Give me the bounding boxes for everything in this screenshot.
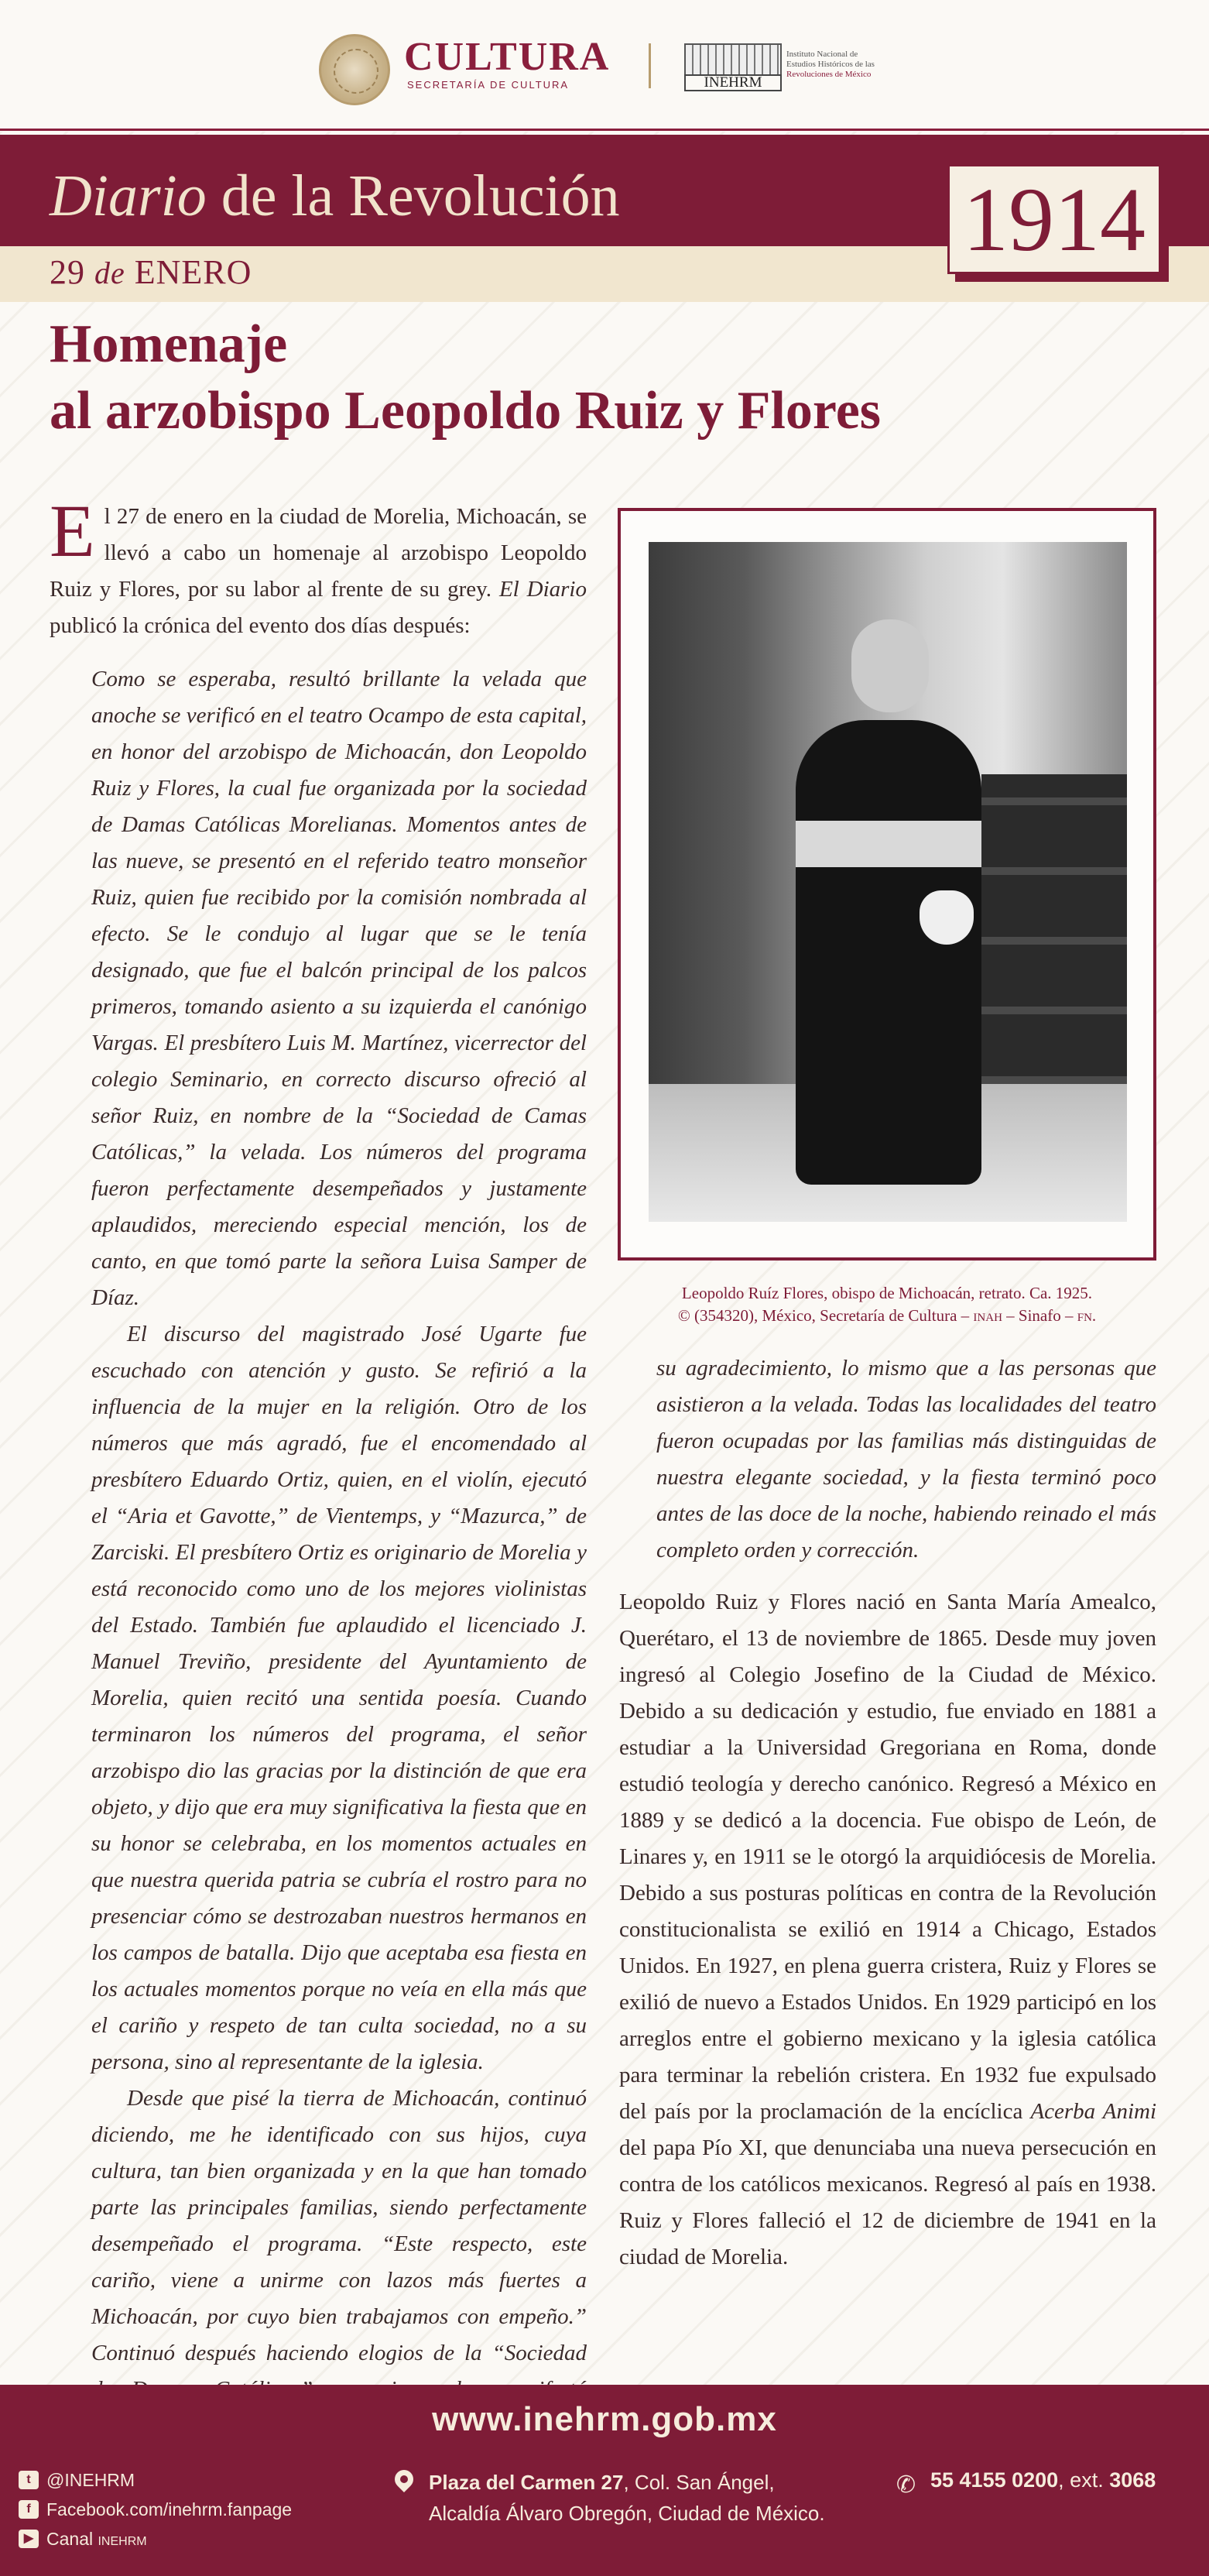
logo-divider — [649, 43, 651, 88]
bio-text: Leopoldo Ruiz y Flores nació en Santa María Amealco, Querétaro, el 13 de noviembre de 1865. Desde muy joven ingresó al Colegio Josefino de la Ciudad de México. Debido a su dedicación y estudio, fue enviado en 1881 a estudiar a la Universidad Gregoriana en Roma, donde estudió teología y derecho canónico. Regresó a México en 1889 y se dedicó a la docencia. Fue obispo de León, de Linares y, en 1911 se le otorgó la arquidiócesis de Morelia. Debido a sus posturas políticas en contra de la Revolución constitucionalista se exilió en 1914 a Chicago, Estados Unidos. En 1927, en plena guerra cristera, Ruiz y Flores se exilió de nuevo a Estados Unidos. En 1929 participó en los arreglos entre el gobierno mexicano y la iglesia católica para terminar la rebelión cristera. En 1932 fue expulsado del país por la proclamación de la encíclica — [619, 1590, 1156, 2124]
date-month: ENERO — [134, 253, 252, 291]
series-title-rest: de la Revolución — [206, 163, 620, 228]
quote-paragraph-1: Como se esperaba, resultó brillante la velada que anoche se verificó en el teatro Ocampo de esta capital, en honor del arzobispo de Michoacán, don Leopoldo Ruiz y Flores, la cual fue organizada por la sociedad de Damas Católicas Morelianas. Momentos antes de las nueve, se presentó en el referido teatro monseñor Ruiz, quien fue recibido por la comisión nombrada al efecto. Se le condujo al lugar que se le tenía designado, que fue el balcón principal de los palcos primeros, tomando asiento a su izquierda el canónigo Vargas. El presbítero Luis M. Martínez, vicerrector del colegio Seminario, en correcto discurso ofreció al señor Ruiz, en nombre de la “Sociedad de Camas Católicas,” la velada. Los números del programa fueron perfectamente desempeñados y justamente aplaudidos, mereciendo especial mención, los de canto, en que tomó parte la señora Luisa Samper de Díaz. — [91, 667, 587, 1310]
quoted-chronicle — [91, 661, 587, 2444]
youtube-icon: ▶ — [19, 2530, 39, 2548]
phone-number[interactable]: 55 4155 0200, ext. 3068 — [930, 2468, 1156, 2492]
date-de: de — [94, 256, 125, 290]
date-day: 29 — [50, 253, 85, 291]
photo-caption — [618, 1282, 1156, 1327]
inehrm-building-icon — [684, 43, 782, 76]
headline-line1: Homenaje — [50, 314, 288, 374]
phone-icon: ✆ — [896, 2471, 916, 2499]
inehrm-full-name — [786, 50, 918, 80]
website-link[interactable]: www.inehrm.gob.mx — [432, 2400, 777, 2438]
series-title — [50, 163, 620, 230]
quote-continuation: su agradecimiento, lo mismo que a las personas que asistieron a la velada. Todas las localidades del teatro fueron ocupadas por las familias más distinguidas de nuestra elegante sociedad, y la fiesta terminó poco antes de las doce de la noche, habiendo reinado el más completo orden y corrección. — [656, 1356, 1156, 1562]
intro-paragraph — [50, 489, 587, 644]
bio-text-end: del papa Pío XI, que denunciaba una nueva persecución en contra de los católicos mexicanos. Regresó al país en 1938. Ruiz y Flores falleció el 12 de diciembre de 1941 en la ciudad de Morelia. — [619, 2135, 1156, 2269]
quote-paragraph-3: Desde que pisé la tierra de Michoacán, continuó diciendo, me he identificado con sus hijos, cuya cultura, tan bien organizada y en la que han tomado parte las principales familias, siendo perfectamente desempeñado el programa. “Este respecto, este cariño, viene a unirme con lazos más fuertes a Michoacán, por cuyo bien trabajamos con empeño.” Continuó después haciendo elogios de la “Sociedad — [91, 2086, 587, 2365]
article-headline — [50, 311, 1156, 444]
year-box — [947, 164, 1161, 274]
facebook-link[interactable]: f Facebook.com/inehrm.fanpage — [19, 2495, 292, 2524]
twitter-link[interactable]: t @INEHRM — [19, 2465, 292, 2495]
mexico-seal-logo — [319, 34, 390, 105]
cultura-logo-text: CULTURA — [404, 35, 611, 79]
inehrm-name-line3: Revoluciones de México — [786, 70, 872, 79]
quote-paragraph-2: El discurso del magistrado José Ugarte fue escuchado con atención y gusto. Se refirió a la influencia de la mujer en la religión. Otro de los números que más agradó, fue el encomendado al presbítero Eduardo Ortiz, quien, en el violín, ejecutó el “Aria et Gavotte,” de Vientemps, y “Mazurca,” de Zarciski. El presbítero Ortiz es originario de Morelia y está reconocido como uno de los mejores violinistas del Estado. También fue aplaudido el licenciado J. Manuel Treviño, presidente del Ayuntamiento de Morelia, quien recitó una sentida poesía. Cuando terminaron los números del programa, el señor arzobispo dio las gracias por la distinción de que era objeto, y dijo que era muy significativa la fiesta que en su honor se celebraba, en los momentos actuales en que nuestra querida patria se cubría el rostro para no presenciar cómo se destrozaban nuestros hermanos en los campos de batalla. Dijo que aceptaba esa fiesta en los actuales momentos porque no veía en ella más que el cariño y respeto de tan culta sociedad, no a su persona, sino al representante de la iglesia. — [91, 1322, 587, 2074]
inehrm-logo-text: INEHRM — [684, 74, 782, 91]
biography-paragraph — [619, 1584, 1156, 2276]
bio-encyclical: Acerba Animi — [1030, 2099, 1156, 2124]
inehrm-name-line1: Instituto Nacional de — [786, 50, 858, 59]
archbishop-portrait-photo — [649, 542, 1127, 1222]
social-links — [19, 2465, 292, 2554]
drop-cap: E — [50, 489, 95, 572]
intro-text: l 27 de enero en la ciudad de Morelia, Michoacán, se llevó a cabo un homenaje al arzobispo Leopoldo Ruiz y Flores, por su labor al frente de su grey. — [50, 504, 587, 602]
header-rule — [0, 129, 1209, 131]
series-title-italic: Diario — [50, 163, 207, 228]
date-line — [50, 252, 252, 292]
photo-frame — [618, 508, 1156, 1261]
year-label: 1914 — [963, 169, 1146, 270]
cultura-logo-subtitle: SECRETARÍA DE CULTURA — [407, 79, 570, 91]
facebook-icon: f — [19, 2500, 39, 2519]
intro-text-end: publicó la crónica del evento dos días después: — [50, 613, 471, 638]
headline-line2: al arzobispo Leopoldo Ruiz y Flores — [50, 381, 882, 441]
intro-italic: El Diario — [498, 577, 587, 602]
address: Plaza del Carmen 27, Col. San Ángel, Alcaldía Álvaro Obregón, Ciudad de México. — [429, 2471, 825, 2525]
twitter-icon: t — [19, 2471, 39, 2489]
youtube-link[interactable]: ▶ Canal inehrm — [19, 2524, 292, 2554]
inehrm-name-line2: Estudios Históricos de las — [786, 60, 875, 69]
caption-line1: Leopoldo Ruíz Flores, obispo de Michoacán, retrato. Ca. 1925. — [681, 1284, 1093, 1302]
caption-line2: © (354320), México, Secretaría de Cultura – inah – Sinafo – fn. — [677, 1306, 1097, 1325]
